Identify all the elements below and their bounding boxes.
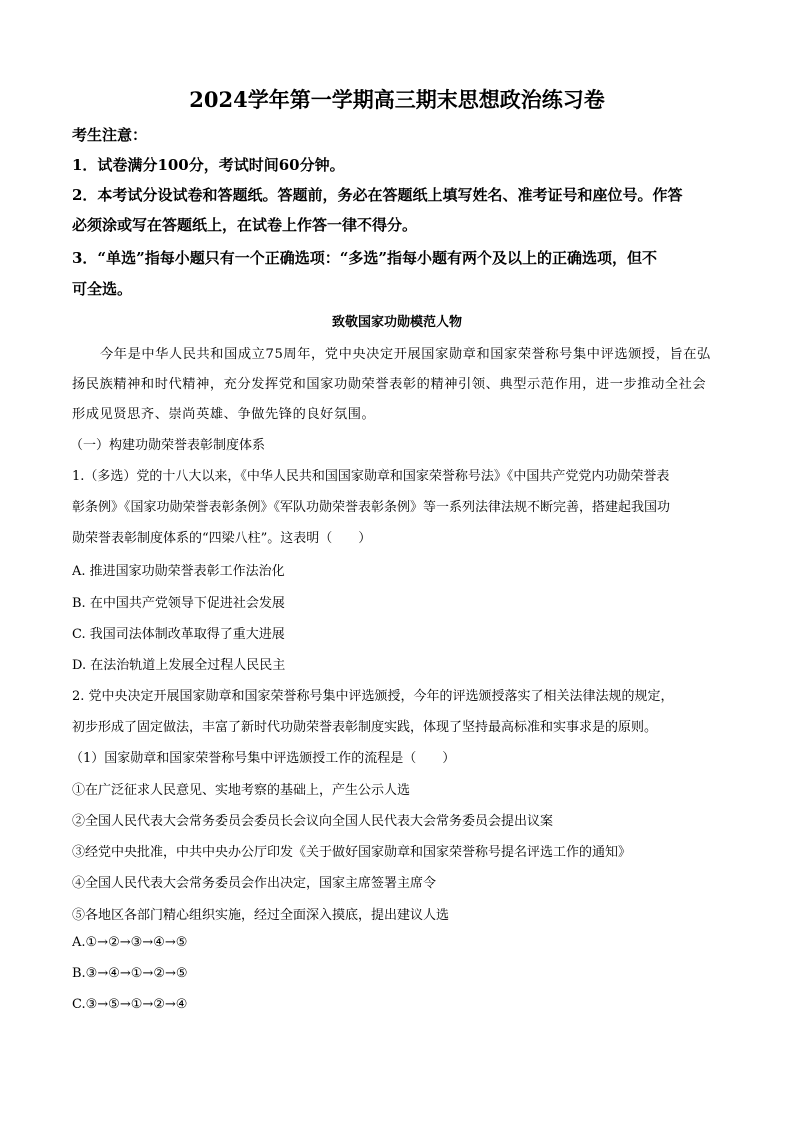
notice-item: 必须涂或写在答题纸上，在试卷上作答一律不得分。 [72, 216, 418, 234]
step-item: ⑤各地区各部门精心组织实施，经过全面深入摸底，提出建议人选 [72, 908, 450, 923]
option-d[interactable]: D. 在法治轨道上发展全过程人民民主 [72, 658, 286, 673]
step-item: ①在广泛征求人民意见、实地考察的基础上，产生公示人选 [72, 783, 411, 798]
question-stem-line: 初步形成了固定做法，丰富了新时代功勋荣誉表彰制度实践，体现了坚持最高标准和实事求是的原则。 [72, 720, 658, 735]
question-stem-line: 1.（多选）党的十八大以来，《中华人民共和国国家勋章和国家荣誉称号法》《中国共产党党内功勋荣誉表 [72, 469, 670, 484]
notice-item: 1．试卷满分100分，考试时间60分钟。 [72, 156, 345, 174]
notice-heading: 考生注意： [72, 126, 148, 144]
page-title: 2024学年第一学期高三期末思想政治练习卷 [189, 87, 605, 112]
question-stem-line: 彰条例》《国家功勋荣誉表彰条例》《军队功勋荣誉表彰条例》等一系列法律法规不断完善，搭建起我国功 [72, 500, 671, 515]
question-stem-line: 勋荣誉表彰制度体系的“四梁八柱”。这表明（ ） [72, 531, 372, 546]
notice-item: 3．“单选”指每小题只有一个正确选项：“多选”指每小题有两个及以上的正确选项，但不 [72, 249, 657, 267]
step-item: ②全国人民代表大会常务委员会委员长会议向全国人民代表大会常务委员会提出议案 [72, 814, 554, 829]
notice-item: 2．本考试分设试卷和答题纸。答题前，务必在答题纸上填写姓名、准考证号和座位号。作答 [72, 186, 683, 204]
question-stem-line: 2. 党中央决定开展国家勋章和国家荣誉称号集中评选颁授，今年的评选颁授落实了相关法律法规的规定， [72, 689, 674, 704]
intro-line: 扬民族精神和时代精神，充分发挥党和国家功勋荣誉表彰的精神引领、典型示范作用，进一步推动全社会 [72, 377, 707, 392]
option-a[interactable]: A.①→②→③→④→⑤ [72, 935, 188, 950]
section-title: 致敬国家功勋模范人物 [331, 315, 462, 330]
option-b[interactable]: B. 在中国共产党领导下促进社会发展 [72, 596, 285, 611]
option-a[interactable]: A. 推进国家功勋荣誉表彰工作法治化 [72, 564, 285, 579]
subsection-title: （一）构建功勋荣誉表彰制度体系 [70, 438, 266, 453]
intro-line: 形成见贤思齐、崇尚英雄、争做先锋的良好氛围。 [72, 407, 376, 422]
step-item: ③经党中央批准，中共中央办公厅印发《关于做好国家勋章和国家荣誉称号提名评选工作的通知》 [72, 845, 632, 860]
sub-question-stem: （1）国家勋章和国家荣誉称号集中评选颁授工作的流程是（ ） [70, 751, 456, 766]
option-c[interactable]: C.③→⑤→①→②→④ [72, 997, 188, 1012]
step-item: ④全国人民代表大会常务委员会作出决定，国家主席签署主席令 [72, 876, 437, 891]
option-b[interactable]: B.③→④→①→②→⑤ [72, 966, 188, 981]
option-c[interactable]: C. 我国司法体制改革取得了重大进展 [72, 627, 285, 642]
intro-line: 今年是中华人民共和国成立75周年，党中央决定开展国家勋章和国家荣誉称号集中评选颁授，旨在弘 [100, 347, 711, 362]
notice-item: 可全选。 [72, 280, 133, 298]
